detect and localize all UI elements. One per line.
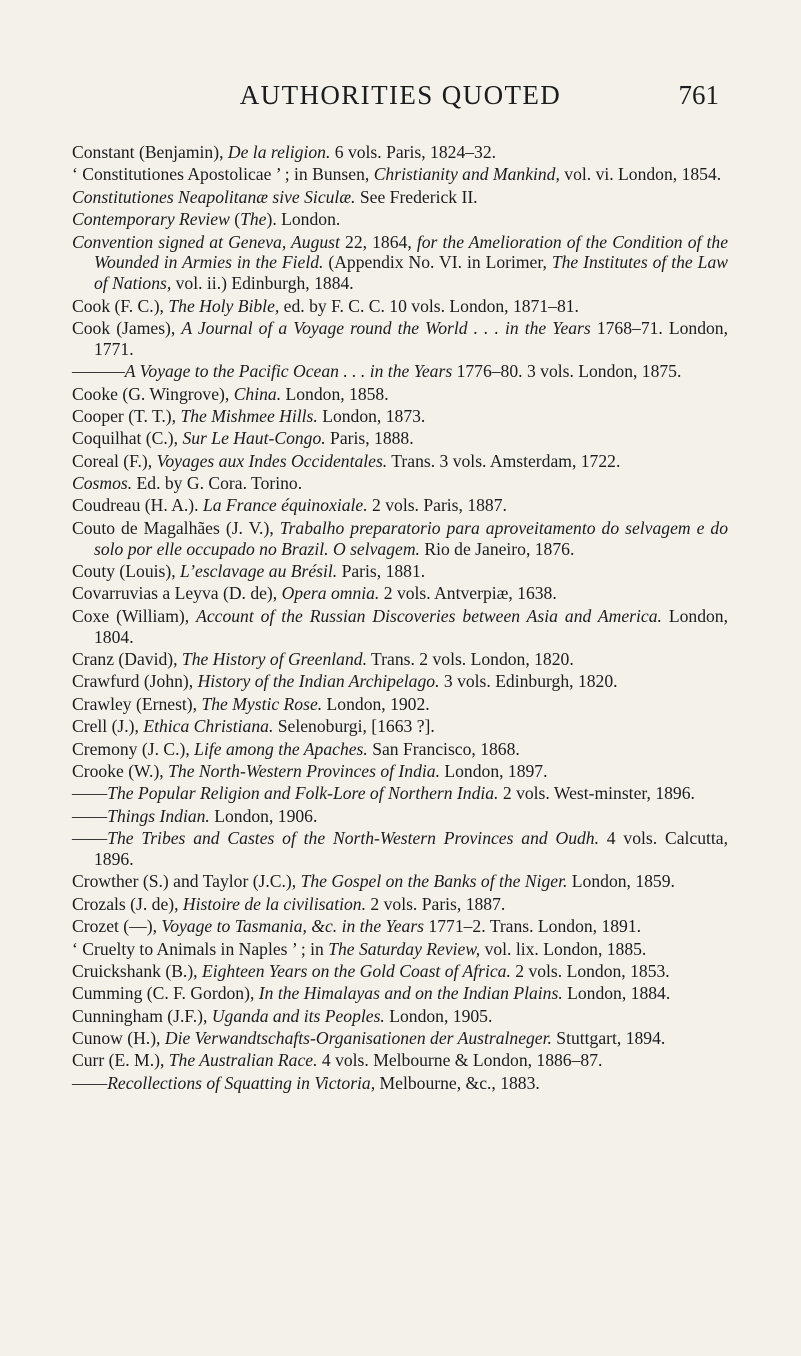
entry-text: 2 vols. London, 1853. bbox=[510, 960, 670, 981]
entry-text: Ed. by G. Cora. Torino. bbox=[132, 473, 303, 494]
entry-text: Crell (J.), bbox=[72, 716, 144, 737]
entry-title-italic: Things Indian. bbox=[107, 805, 210, 826]
entry-text: Cooper (T. T.), bbox=[72, 405, 181, 426]
bibliography-entry bbox=[72, 606, 728, 648]
bibliography-entry bbox=[72, 716, 728, 737]
entry-text: Trans. 3 vols. Amsterdam, 1722. bbox=[387, 450, 621, 471]
entry-text: Constant (Benjamin), bbox=[72, 142, 228, 162]
bibliography-entry bbox=[72, 1050, 728, 1071]
bibliography-entry bbox=[72, 939, 728, 960]
bibliography-entry bbox=[72, 495, 728, 516]
entry-text: 1771–2. Trans. London, 1891. bbox=[424, 916, 642, 937]
bibliography-entry bbox=[72, 649, 728, 670]
entry-title-italic: The Tribes and Castes of the North-Western Provinces and Oudh. bbox=[107, 828, 599, 849]
entry-text: 4 vols. Melbourne & London, 1886–87. bbox=[317, 1050, 603, 1071]
bibliography-entry bbox=[72, 1006, 728, 1027]
entry-text: Crozals (J. de), bbox=[72, 893, 183, 914]
entry-text: Crawley (Ernest), bbox=[72, 693, 202, 714]
entry-text: Crooke (W.), bbox=[72, 760, 169, 781]
entry-text: Trans. 2 vols. London, 1820. bbox=[366, 649, 574, 670]
entry-text: Stuttgart, 1894. bbox=[551, 1028, 666, 1049]
entry-text: London, 1859. bbox=[567, 871, 675, 892]
entry-title-italic: The Mishmee Hills. bbox=[180, 405, 318, 426]
entry-text: Cremony (J. C.), bbox=[72, 738, 195, 759]
entry-title-italic: In the Himalayas and on the Indian Plains. bbox=[258, 983, 563, 1004]
entry-title-italic: The Australian Race. bbox=[168, 1050, 318, 1071]
entry-text: Curr (E. M.), bbox=[72, 1050, 169, 1071]
entry-text: (Appendix No. VI. in Lorimer, bbox=[323, 252, 552, 273]
entry-text: London, 1804. bbox=[94, 605, 728, 647]
entry-text: Coreal (F.), bbox=[72, 450, 157, 471]
entry-text: Cumming (C. F. Gordon), bbox=[72, 983, 259, 1004]
entry-title-italic: Account of the Russian Discoveries between Asia and America. bbox=[196, 605, 662, 626]
entry-text: Coudreau (H. A.). bbox=[72, 495, 203, 516]
entry-title-italic: Ethica Christiana. bbox=[143, 716, 274, 737]
entry-title-italic: Die Verwandtschafts-Organisationen der Australneger. bbox=[164, 1028, 552, 1049]
entry-text: London, 1906. bbox=[209, 805, 318, 826]
bibliography-entry bbox=[72, 296, 728, 317]
entry-text: ‘ Cruelty to Animals in Naples ’ ; in bbox=[72, 938, 329, 959]
bibliography-entry bbox=[72, 361, 728, 382]
bibliography-entry bbox=[72, 473, 728, 494]
entry-text: ( bbox=[229, 209, 241, 230]
entry-text: London, 1897. bbox=[439, 760, 548, 781]
entry-text: Cooke (G. Wingrove), bbox=[72, 383, 234, 404]
bibliography-entry bbox=[72, 428, 728, 449]
bibliography-entry bbox=[72, 318, 728, 360]
entry-text: Coquilhat (C.), bbox=[72, 428, 183, 449]
entry-title-italic: Recollections of Squatting in Victoria, bbox=[107, 1072, 376, 1093]
entry-title-italic: Opera omnia. bbox=[281, 583, 380, 604]
entry-text: 2 vols. Paris, 1887. bbox=[366, 893, 506, 914]
bibliography-entry bbox=[72, 694, 728, 715]
page-header bbox=[0, 80, 801, 120]
entry-text: San Francisco, 1868. bbox=[367, 738, 520, 759]
entry-title-italic: for the Amelioration of the Condition of the Wounded in Armies in the Field. bbox=[94, 231, 729, 273]
bibliography-entry bbox=[72, 806, 728, 827]
bibliography-entry bbox=[72, 739, 728, 760]
page-number: 761 bbox=[678, 80, 719, 110]
entry-text: —— bbox=[72, 805, 108, 826]
entry-text: 3 vols. Edinburgh, 1820. bbox=[439, 671, 618, 692]
bibliography-entry bbox=[72, 232, 728, 294]
entry-text: 1768–71. London, 1771. bbox=[94, 317, 729, 359]
entry-title-italic: Life among the Apaches. bbox=[194, 738, 368, 759]
entry-text: London, 1884. bbox=[562, 983, 671, 1004]
entry-text: vol. vi. London, 1854. bbox=[559, 164, 722, 185]
entry-title-italic: De la religion. bbox=[227, 142, 331, 162]
bibliography-list bbox=[72, 142, 728, 1095]
bibliography-entry bbox=[72, 871, 728, 892]
entry-text: Couto de Magalhães (J. V.), bbox=[72, 517, 280, 538]
entry-title-italic: Cosmos. bbox=[72, 473, 133, 494]
bibliography-entry bbox=[72, 406, 728, 427]
entry-text: Crowther (S.) and Taylor (J.C.), bbox=[72, 871, 301, 892]
bibliography-entry bbox=[72, 451, 728, 472]
entry-text: ‘ Constitutiones Apostolicae ’ ; in Bunsen, bbox=[72, 164, 374, 185]
entry-text: vol. ii.) Edinburgh, 1884. bbox=[171, 273, 354, 294]
entry-title-italic: The bbox=[240, 209, 267, 230]
entry-text: ——— bbox=[72, 361, 125, 382]
bibliography-entry bbox=[72, 828, 728, 870]
entry-text: vol. lix. London, 1885. bbox=[480, 938, 647, 959]
entry-text: —— bbox=[72, 1072, 108, 1093]
bibliography-entry bbox=[72, 1028, 728, 1049]
running-head: AUTHORITIES QUOTED bbox=[239, 80, 562, 110]
entry-text: Crozet (—), bbox=[72, 916, 162, 937]
entry-title-italic: Voyage to Tasmania, &c. in the Years bbox=[161, 916, 425, 937]
bibliography-entry bbox=[72, 187, 728, 208]
bibliography-entry bbox=[72, 583, 728, 604]
bibliography-entry bbox=[72, 384, 728, 405]
entry-title-italic: History of the Indian Archipelago. bbox=[197, 671, 440, 692]
entry-title-italic: The Holy Bible, bbox=[168, 295, 280, 316]
entry-text: —— bbox=[72, 828, 108, 849]
entry-text: 1776–80. 3 vols. London, 1875. bbox=[452, 361, 682, 382]
entry-text: Crawfurd (John), bbox=[72, 671, 198, 692]
entry-title-italic: The History of Greenland. bbox=[181, 649, 367, 670]
entry-title-italic: L’esclavage au Brésil. bbox=[180, 561, 338, 582]
entry-text: —— bbox=[72, 783, 108, 804]
entry-text: London, 1873. bbox=[317, 405, 426, 426]
entry-title-italic: The North-Western Provinces of India. bbox=[168, 760, 440, 781]
entry-text: Paris, 1881. bbox=[337, 561, 426, 582]
bibliography-entry bbox=[72, 209, 728, 230]
entry-text: Cruickshank (B.), bbox=[72, 960, 202, 981]
entry-title-italic: The Gospel on the Banks of the Niger. bbox=[300, 871, 568, 892]
entry-title-italic: Voyages aux Indes Occidentales. bbox=[156, 450, 388, 471]
bibliography-entry bbox=[72, 761, 728, 782]
entry-title-italic: Histoire de la civilisation. bbox=[182, 893, 366, 914]
entry-text: London, 1902. bbox=[322, 693, 430, 714]
entry-text: 2 vols. Paris, 1887. bbox=[367, 495, 507, 516]
entry-text: Selenoburgi, [1663 ?]. bbox=[273, 716, 435, 737]
entry-text: Cook (James), bbox=[72, 317, 182, 338]
bibliography-entry bbox=[72, 518, 728, 560]
bibliography-entry bbox=[72, 961, 728, 982]
entry-title-italic: Christianity and Mankind, bbox=[373, 164, 560, 185]
entry-title-italic: La France équinoxiale. bbox=[202, 495, 368, 516]
entry-text: ). London. bbox=[266, 209, 341, 230]
entry-text: Paris, 1888. bbox=[325, 428, 414, 449]
entry-text: 4 vols. Calcutta, 1896. bbox=[94, 828, 728, 869]
entry-text: London, 1858. bbox=[281, 383, 389, 404]
entry-title-italic: Trabalho preparatorio para aproveitamento do selvagem e do solo por elle occupado no Brazil. O selvagem. bbox=[94, 517, 729, 559]
entry-text: Cunow (H.), bbox=[72, 1028, 165, 1049]
entry-title-italic: Convention signed at Geneva, August bbox=[72, 231, 340, 252]
entry-text: Cook (F. C.), bbox=[72, 295, 169, 316]
bibliography-entry bbox=[72, 561, 728, 582]
bibliography-entry bbox=[72, 783, 728, 804]
entry-title-italic: China. bbox=[233, 383, 282, 404]
bibliography-entry bbox=[72, 164, 728, 185]
entry-text: 2 vols. Antverpiæ, 1638. bbox=[379, 583, 557, 604]
entry-text: 2 vols. West-minster, 1896. bbox=[498, 783, 695, 804]
entry-title-italic: The Popular Religion and Folk-Lore of Northern India. bbox=[107, 783, 499, 804]
entry-title-italic: The Mystic Rose. bbox=[201, 693, 323, 714]
entry-title-italic: Eighteen Years on the Gold Coast of Africa. bbox=[201, 960, 511, 981]
entry-text: Melbourne, &c., 1883. bbox=[375, 1072, 540, 1093]
bibliography-entry bbox=[72, 1073, 728, 1094]
entry-text: Couty (Louis), bbox=[72, 561, 181, 582]
entry-text: Cranz (David), bbox=[72, 649, 182, 670]
entry-text: Coxe (William), bbox=[72, 605, 197, 626]
bibliography-entry bbox=[72, 916, 728, 937]
bibliography-entry bbox=[72, 671, 728, 692]
bibliography-entry bbox=[72, 894, 728, 915]
entry-text: ed. by F. C. C. 10 vols. London, 1871–81. bbox=[279, 295, 579, 316]
entry-text: See Frederick II. bbox=[355, 186, 478, 207]
entry-text: 6 vols. Paris, 1824–32. bbox=[330, 142, 497, 162]
entry-title-italic: A Voyage to the Pacific Ocean . . . in the Years bbox=[124, 361, 453, 382]
bibliography-entry bbox=[72, 142, 728, 163]
entry-title-italic: Contemporary Review bbox=[72, 209, 230, 230]
entry-text: London, 1905. bbox=[384, 1005, 493, 1026]
entry-text: Cunningham (J.F.), bbox=[72, 1005, 212, 1026]
entry-title-italic: Uganda and its Peoples. bbox=[211, 1005, 385, 1026]
entry-title-italic: Sur Le Haut-Congo. bbox=[182, 428, 326, 449]
entry-text: Covarruvias a Leyva (D. de), bbox=[72, 583, 282, 604]
entry-title-italic: A Journal of a Voyage round the World . . . in the Years bbox=[181, 317, 591, 338]
entry-title-italic: The Institutes of the Law of Nations, bbox=[94, 252, 728, 294]
entry-title-italic: Constitutiones Neapolitanæ sive Siculæ. bbox=[72, 186, 356, 207]
bibliography-entry bbox=[72, 983, 728, 1004]
entry-text: 22, 1864, bbox=[339, 231, 417, 252]
entry-text: Rio de Janeiro, 1876. bbox=[419, 538, 575, 559]
entry-title-italic: The Saturday Review, bbox=[328, 938, 481, 959]
